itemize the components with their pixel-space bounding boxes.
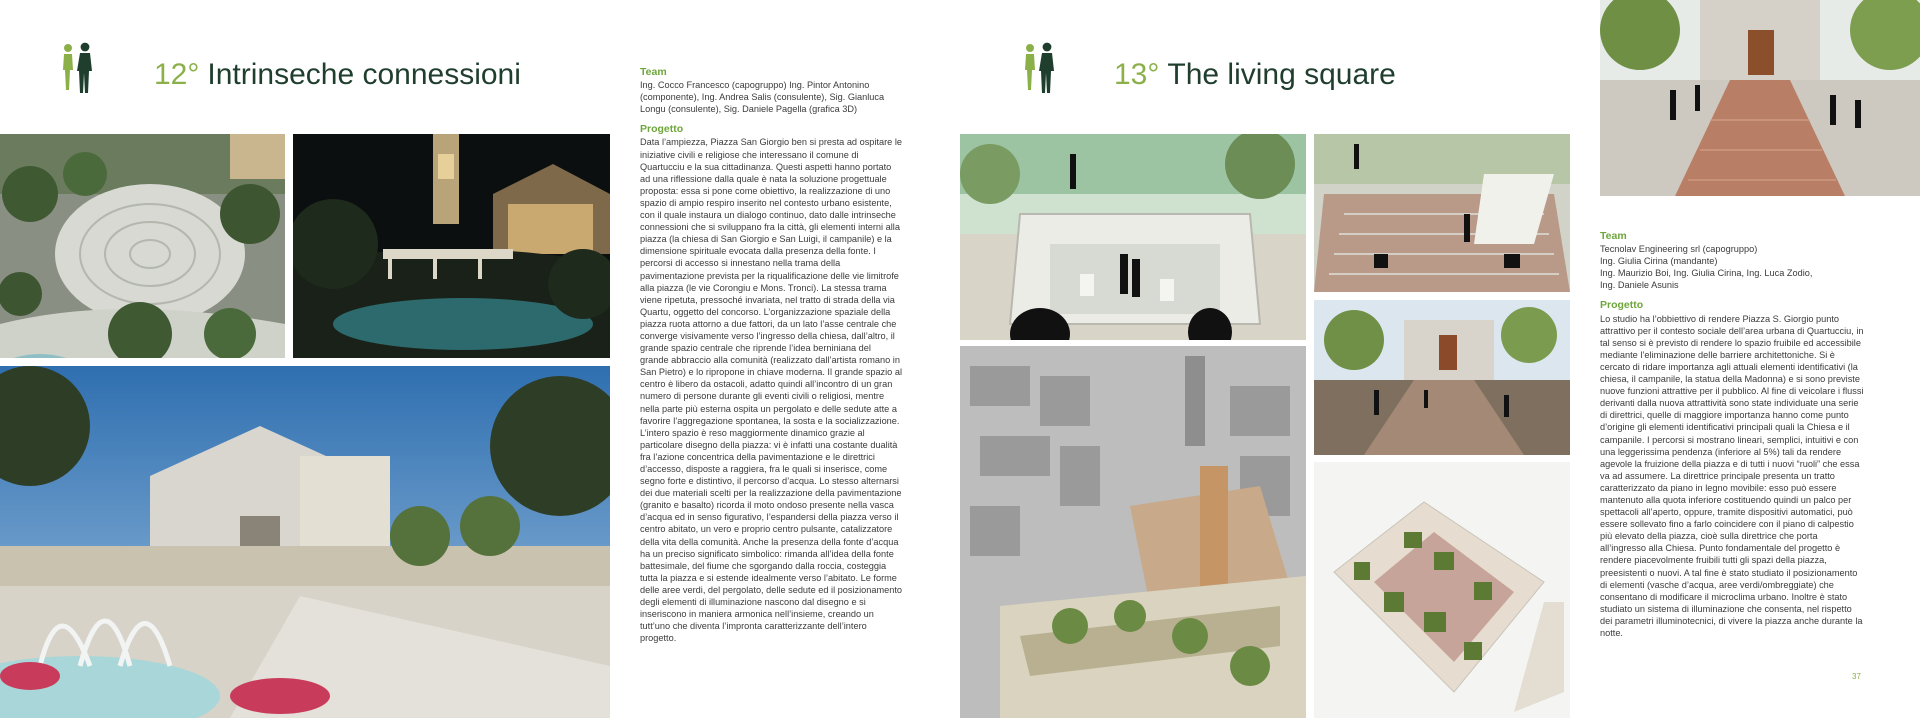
image-fountain-daytime [0,366,610,718]
people-icon-right [1020,42,1060,103]
title-text: The living square [1167,58,1396,91]
team-line-1: Tecnolav Engineering srl (capogruppo) [1600,244,1758,255]
team-heading-right: Team [1600,230,1627,242]
title-number: 13° [1114,58,1160,91]
image-night-view [293,134,610,358]
page-title-right [1114,58,1396,92]
people-icon [1020,42,1060,98]
left-text-column [640,66,902,644]
right-text-column [1600,230,1866,639]
project-text-left: Data l’ampiezza, Piazza San Giorgio ben si presta ad ospitare le iniziative civili e religiose che interessano il comune di Quartucciu e la sua cittadinanza. Questi aspetti hanno portato ad una riflessione dalla quale è nata la soluzione progettuale proposta: essa si pone come obiettivo, la realizzazione di uno spazio di ampio respiro inserito nel contesto urbano esistente, con il quale instaura un dialogo continuo, dato dalle intrinseche connessioni che si sviluppano fra la città, gli elementi interni alla piazza (la chiesa di San Giorgio e San Luigi, il campanile) e la dimensione spirituale evocata dalla presenza della fonte. I percorsi di accesso si innestano nella trama della pavimentazione prevista per la riqualificazione delle vie limitrofe alla piazza (le vie Corongiu e Mons. Tronci). La stessa trama viene ripetuta, pressoché invariata, nel tratto di strada della via Quartu, oggetto del concorso. L’organizzazione spaziale della piazza ruota attorno a due fattori, da un lato l’asse centrale che converge visivamente verso l’ingresso della chiesa, dall’altro, il grande spazio centrale che riprende l’idea berniniana del grande abbraccio alla comunità (realizzato dall’artista romano in San Pietro) e lo ripropone in chiave moderna. Il grande spazio al centro è libero da ostacoli, adatto quindi all’incontro di un gran numero di persone durante gli eventi civili o religiosi, mentre nella parte più esterna ospita un pergolato e delle sedute atte a favorire l’aggregazione spontanea, la sosta e la socializzazione. L’intero spazio è reso maggiormente dinamico grazie al particolare disegno della piazza: vi è infatti una costante dualità fra l’azione concentrica della pavimentazione e le direttrici d’accesso, disposte a raggiera, fra le quali si inserisce, come segno forte e distintivo, il percorso d’acqua. Lo stesso alternarsi dei due materiali scelti per la realizzazione della pavimentazione (granito e basalto) ricorda il moto ondoso presente nella vasca d’acqua ed in senso figurativo, l’espandersi della piazza verso il centro abitato, un vero e proprio centro pulsante, catalizzatore della vita della comunità. Anche la presenza della fonte d’acqua ha un preciso significato simbolico: rimanda all’idea della fonte battesimale, del fiume che sgorgando dalla roccia, costeggia tutta la piazza e si estende idealmente verso l’abitato. Le forme delle aree verdi, del pergolato, delle sedute ed il posizionamento degli elementi di illuminazione nascono dal disegno e si inseriscono in maniera armonica nell’insieme, creando un tutt’uno che diventa l’impronta caratterizzante dell’intero progetto. [640,137,903,644]
team-text-left: Ing. Cocco Francesco (capogruppo) Ing. Pintor Antonino (componente), Ing. Andrea Salis (consulente), Sig. Gianluca Longu (consulente), Sig. Daniele Pagella (grafica 3D) [640,80,885,115]
project-text-right: Lo studio ha l’obbiettivo di rendere Piazza S. Giorgio punto attrattivo per il contesto sociale dell’area urbana di Quartucciu, in tal senso si è previsto di rendere lo spazio fruibile ed accessibile mediante l’eliminazione delle barriere architettoniche. Si è cercato di ridare importanza agli attuali elementi identificativi (la chiesa, il campanile, la statua della Madonna) e si sono previste nuove funzioni attrattive per il pubblico. Al fine di veicolare i flussi derivanti dalla nuova attrattività sono state individuate una serie di direttrici, quelle di maggiore importanza hanno come punto d’origine gli elementi identificativi principali quali la Chiesa e il campanile. I percorsi si mostrano lineari, semplici, intuitivi e con una leggerissima pendenza (inferiore al 5%) tali da rendere agevole la fruizione della piazza e di tutti i nuovi “ruoli” che essa va ad assumere. La direttrice principale presenta un tratto caratterizzato da piano in legno movibile: esso può essere mantenuto alla quota inferiore costituendo quindi un palco per spettacoli all’aperto, oppure, tramite dispositivi automatici, può essere sollevato fino a farlo coincidere con il piano di calpestio più elevato della piazza, cioè sulla direttrice che porta all’ingresso alla Chiesa. Punto fondamentale del progetto è rendere piacevolmente fruibili tutti gli spazi della piazza, preesistenti o nuovi. A tal fine è stato studiato il posizionamento di elementi (vasche d’acqua, aree verdi/ombreggiate) che consentano di modificare il microclima urbano. Inoltre è stato studiato un sistema di illuminazione che consenta, nel rispetto dei parametri illuminotecnici, di vivere la piazza anche durante la notte. [1600,313,1864,638]
image-site-plan [1314,462,1570,718]
page-title-left [154,58,521,92]
page-number: 37 [1852,672,1861,681]
people-icon-left [58,42,98,103]
team-heading-left: Team [640,66,667,78]
image-glass-pavilion [960,134,1306,340]
image-aerial-plaza [0,134,285,358]
image-aerial-photo [960,346,1306,718]
people-icon [58,42,98,98]
team-line-3: Ing. Maurizio Boi, Ing. Giulia Cirina, Ing. Luca Zodio, [1600,268,1813,279]
project-heading-left: Progetto [640,123,684,136]
image-square-render [1314,300,1570,455]
team-line-2: Ing. Giulia Cirina (mandante) [1600,256,1718,267]
title-number: 12° [154,58,200,91]
title-text: Intrinseche connessioni [207,58,521,91]
image-steps-render [1314,134,1570,292]
team-line-4: Ing. Daniele Asunis [1600,280,1679,291]
image-church-entrance [1600,0,1920,196]
project-heading-right: Progetto [1600,299,1644,312]
